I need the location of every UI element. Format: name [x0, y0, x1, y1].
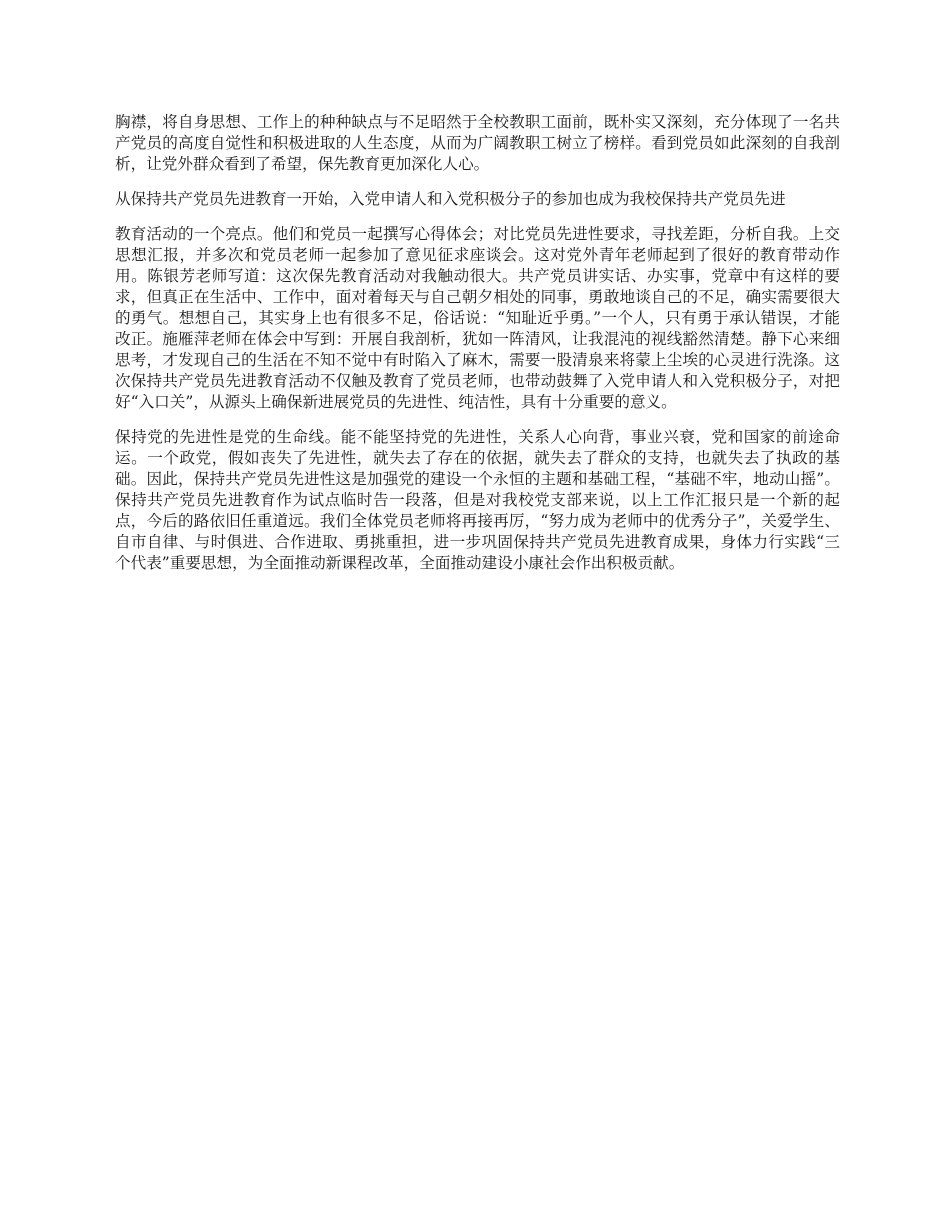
paragraph-4: 保持党的先进性是党的生命线。能不能坚持党的先进性，关系人心向背，事业兴衰，党和国家的前途命运。一个政党，假如丧失了先进性，就失去了存在的依据，就失去了群众的支持，也就失去了执政的基础。因此，保持共产党员先进性这是加强党的建设一个永恒的主题和基础工程，“基础不牢，地动山摇”。保持共产党员先进教育作为试点临时告一段落，但是对我校党支部来说，以上工作汇报只是一个新的起点，今后的路依旧任重道远。我们全体党员老师将再接再厉，“努力成为老师中的优秀分子”，关爱学生、自市自律、与时俱进、合作进取、勇挑重担，进一步巩固保持共产党员先进教育成果，身体力行实践“三个代表”重要思想，为全面推动新课程改革，全面推动建设小康社会作出积极贡献。	[115, 428, 840, 572]
paragraph-2: 从保持共产党员先进教育一开始，入党申请人和入党积极分子的参加也成为我校保持共产党员先进	[115, 190, 786, 208]
paragraph-3: 教育活动的一个亮点。他们和党员一起撰写心得体会；对比党员先进性要求，寻找差距，分析自我。上交思想汇报，并多次和党员老师一起参加了意见征求座谈会。这对党外青年老师起到了很好的教育带动作用。陈银芳老师写道：这次保先教育活动对我触动很大。共产党员讲实话、办实事，党章中有这样的要求，但真正在生活中、工作中，面对着每天与自己朝夕相处的同事，勇敢地谈自己的不足，确实需要很大的勇气。想想自己，其实身上也有很多不足，俗话说：“知耻近乎勇。”一个人，只有勇于承认错误，才能改正。施雁萍老师在体会中写到：开展自我剖析，犹如一阵清风，让我混沌的视线豁然清楚。静下心来细思考，才发现自己的生活在不知不觉中有时陷入了麻木，需要一股清泉来将蒙上尘埃的心灵进行洗涤。这次保持共产党员先进教育活动不仅触及教育了党员老师，也带动鼓舞了入党申请人和入党积极分子，对把好“入口关”，从源头上确保新进展党员的先进性、纯洁性，具有十分重要的意义。	[115, 225, 840, 411]
document-body	[115, 112, 840, 588]
paragraph-1: 胸襟，将自身思想、工作上的种种缺点与不足昭然于全校教职工面前，既朴实又深刻，充分体现了一名共产党员的高度自觉性和积极进取的人生态度，从而为广阔教职工树立了榜样。看到党员如此深刻的自我剖析，让党外群众看到了希望，保先教育更加深化人心。	[115, 113, 840, 173]
